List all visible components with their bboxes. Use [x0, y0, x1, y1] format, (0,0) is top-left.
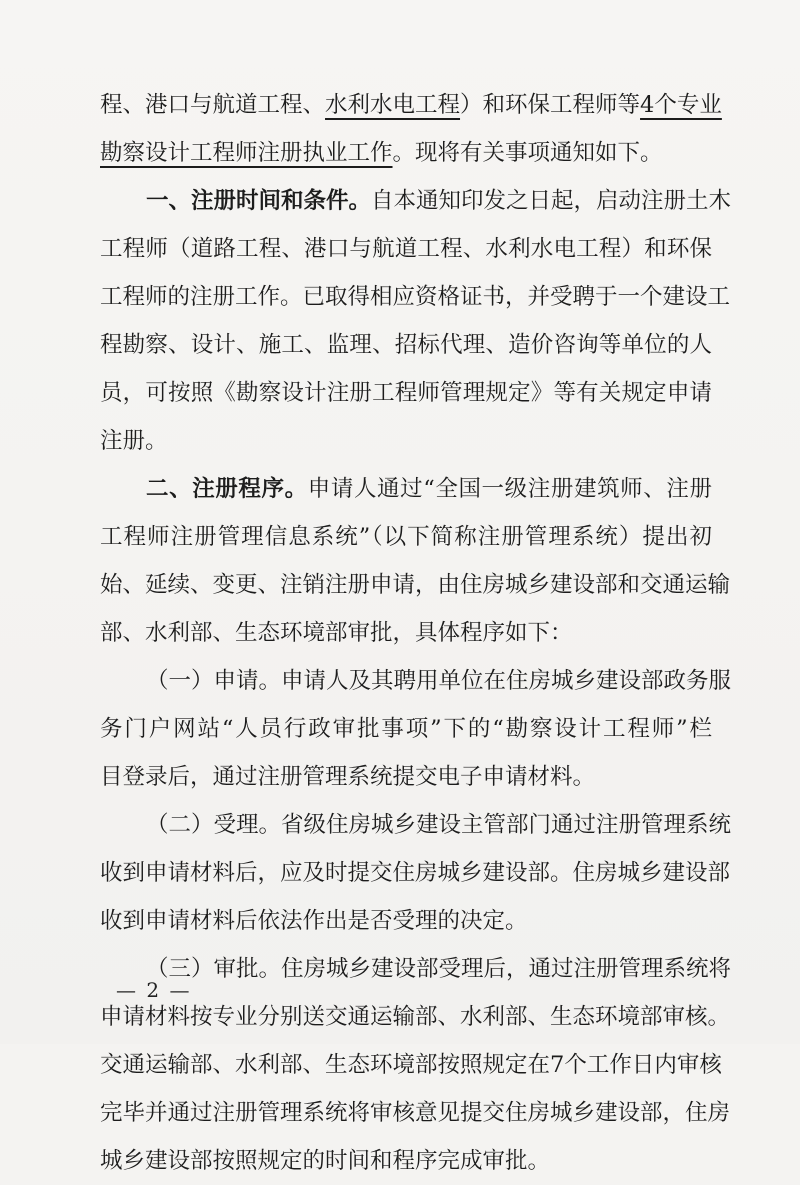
section-heading: 一、注册时间和条件。	[146, 188, 372, 214]
text-run: 申请人通过“全国一级注册建筑师、注册	[307, 476, 712, 502]
underlined-text: 水利水电工程	[325, 92, 461, 118]
paragraph-line: 部、水利部、生态环境部审批，具体程序如下：	[100, 620, 573, 646]
paragraph-line: （一）申请。申请人及其聘用单位在住房城乡建设部政务服	[146, 668, 732, 694]
page-number: — 2 —	[116, 978, 192, 1002]
paragraph-line: 城乡建设部按照规定的时间和程序完成审批。	[100, 1148, 551, 1174]
document-body	[100, 81, 732, 1185]
paragraph-line	[100, 129, 712, 177]
underlined-text: 勘察设计工程师注册执业工作	[100, 140, 393, 166]
text-run: ）和环保工程师等	[460, 92, 641, 118]
section-heading: 二、注册程序。	[146, 476, 308, 502]
paragraph-line: 员，可按照《勘察设计注册工程师管理规定》等有关规定申请	[100, 380, 712, 406]
paragraph-line: 申请材料按专业分别送交通运输部、水利部、生态环境部审核。	[100, 1004, 731, 1030]
section-heading-line	[100, 465, 712, 513]
paragraph-line: （三）审批。住房城乡建设部受理后，通过注册管理系统将	[146, 956, 732, 982]
paragraph-line: 工程师（道路工程、港口与航道工程、水利水电工程）和环保	[100, 236, 712, 262]
paragraph-line: 始、延续、变更、注销注册申请，由住房城乡建设部和交通运输	[100, 572, 731, 598]
paragraph-line: 工程师注册管理信息系统”（以下简称注册管理系统）提出初	[100, 524, 712, 550]
paragraph-line: 程勘察、设计、施工、监理、招标代理、造价咨询等单位的人	[100, 332, 712, 358]
paragraph-line: 完毕并通过注册管理系统将审核意见提交住房城乡建设部，住房	[100, 1100, 731, 1126]
paragraph-line: 收到申请材料后依法作出是否受理的决定。	[100, 908, 528, 934]
paragraph-line: 交通运输部、水利部、生态环境部按照规定在7个工作日内审核	[100, 1052, 722, 1078]
paragraph-line: 务门户网站“人员行政审批事项”下的“勘察设计工程师”栏	[100, 716, 712, 742]
paragraph-line	[100, 81, 722, 129]
text-run: 。现将有关事项通知如下。	[392, 140, 663, 166]
text-run: 程、港口与航道工程、	[100, 92, 326, 118]
paragraph-line: 目登录后，通过注册管理系统提交电子申请材料。	[100, 764, 596, 790]
paragraph-line: 收到申请材料后，应及时提交住房城乡建设部。住房城乡建设部	[100, 860, 731, 886]
section-heading-line	[100, 177, 732, 225]
paragraph-line: （二）受理。省级住房城乡建设主管部门通过注册管理系统	[146, 812, 732, 838]
paragraph-line: 注册。	[100, 428, 168, 454]
text-run: 自本通知印发之日起，启动注册土木	[371, 188, 732, 214]
paragraph-line: 工程师的注册工作。已取得相应资格证书，并受聘于一个建设工	[100, 284, 731, 310]
underlined-text: 4个专业	[640, 92, 722, 118]
